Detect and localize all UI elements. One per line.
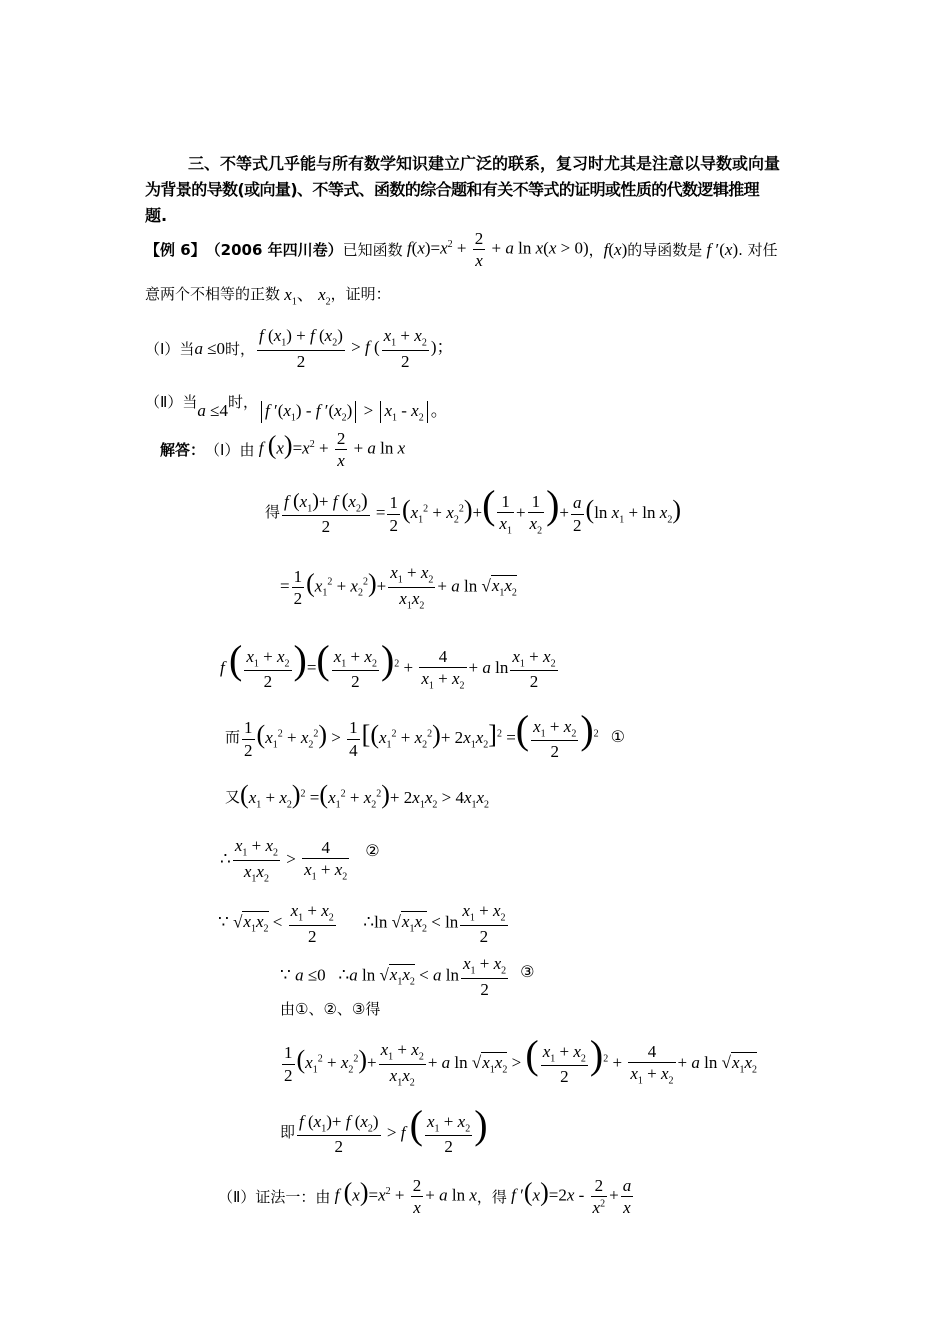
solution-line-7	[220, 835, 380, 886]
solution-line-5	[225, 707, 625, 763]
formula-part-1: $\frac{f (x_1) + f (x_2)}{2}$ > f ( $\frac{x_1 + x_2}{2}$ )；	[259, 326, 454, 371]
section-paragraph-line-2: 为背景的导数(或向量)、不等式、函数的综合题和有关不等式的证明或性质的代数逻辑推理	[145, 180, 760, 199]
formula-fprime-def: f ′(x)=2x - $\frac{2}{x^2}$ + $\frac{a}{x}$	[511, 1176, 632, 1218]
formula-ineq-1: $\frac{1}{2}$ $(x_1^2 + x_2^2)$ > $\frac{1}{4}$ $[(x_1^2 + x_2^2)+ 2x_1x_2]^2$ =( $\frac{x_1 + x_2}{2}$ )$^2$	[244, 707, 599, 762]
formula-square: $(x_1 + x_2)^2 =(x_1^2 + x_2^2)+ 2x_1x_2 > 4x_1x_2$	[240, 780, 490, 811]
solution-line-10: $\frac{1}{2}$ $(x_1^2 + x_2^2)+$ $\frac{x_1 + x_2}{x_1x_2}$ + a $\ln √x_1x_2$ > ( $\frac{x_1 + x_2}{2}$ )$^2$ + $\frac{4}{x_1 + x_2}$ + a $\ln √x_1x_2$	[284, 1032, 758, 1088]
formula-part-2: f $'(x_1)$ - f $'(x_2) > x_1 - x_2$ 。	[258, 396, 448, 423]
solution-de: 得	[265, 502, 281, 521]
solution-line-1	[160, 428, 405, 472]
solution-line-12	[218, 1175, 635, 1219]
solution-er: 而	[225, 727, 241, 746]
circle-2: ②	[365, 840, 380, 860]
example-text: 已知函数	[342, 241, 403, 260]
section-paragraph-line-3: 题.	[145, 206, 168, 225]
part-2-cond: 时，	[227, 393, 258, 412]
formula-a-le-4: a ≤4	[197, 400, 228, 420]
solution-line-9	[280, 953, 535, 1000]
part-1-statement	[145, 325, 453, 372]
solution-part-2: （Ⅱ）证法一：由	[218, 1188, 331, 1207]
example-line-1	[145, 228, 778, 272]
example-label: 【例 6】	[145, 241, 206, 260]
formula-conclusion: $\frac{f (x_1)+ f (x_2)}{2}$ > f ( $\frac{x_1 + x_2}{2}$ )	[299, 1102, 488, 1157]
example-text: ，	[588, 241, 604, 260]
formula-fx: $f(x)=x^2$ + $\frac{2}{x}$ + a ln x(x > 0)	[406, 229, 589, 271]
part-1-label: （Ⅰ）当	[145, 340, 195, 359]
formula-fx-def: f $(x)=x^2$ + $\frac{2}{x}$ + a ln x	[258, 429, 406, 471]
formula-x1x2: $x_1$、 $x_2$	[284, 285, 331, 308]
example-source: （2006 年四川卷）	[205, 241, 343, 260]
solution-line-2	[265, 482, 681, 538]
solution-line-11	[280, 1102, 488, 1158]
solution-you: 又	[225, 787, 241, 806]
solution-ji: 即	[280, 1122, 296, 1141]
formula-fprime: f ′(x)	[706, 239, 739, 259]
solution-line-3: = $\frac{1}{2}$ $(x_1^2 + x_2^2)+$ $\frac{x_1 + x_2}{x_1x_2}$ + a $\ln √x_1x_2$	[280, 563, 517, 612]
formula-avg: $\frac{f (x_1)+ f (x_2)}{2}$ = $\frac{1}{2}$ $(x_1^2 + x_2^2)+$( $\frac{1}{x_1}$ + $\frac{1}{x_2}$ )+ $\frac{a}{2}$ (ln $x_1 + \ln x_2$)	[284, 482, 681, 537]
solution-part-2-de: ，得	[476, 1188, 507, 1207]
part-2-label: （Ⅱ）当	[145, 393, 198, 412]
solution-line-4: f ( $\frac{x_1 + x_2}{2}$ )=( $\frac{x_1 + x_2}{2}$ )$^2$ + $\frac{4}{x_1 + x_2}$ + a ln $\frac{x_1 + x_2}{2}$	[220, 637, 556, 692]
formula-fx2: f(x)	[603, 239, 628, 259]
solution-line-6	[225, 782, 489, 810]
solution-line-8: ∵ $√x_1x_2$ < $\frac{x_1 + x_2}{2}$ ∴ln $√x_1x_2 < \ln$ $\frac{x_1 + x_2}{2}$	[218, 901, 506, 946]
example-text: 意两个不相等的正数	[145, 285, 281, 304]
part-1-cond: 时，	[225, 340, 256, 359]
part-2-statement	[145, 380, 448, 423]
section-paragraph-line-1: 三、不等式几乎能与所有数学知识建立广泛的联系，复习时尤其是注意以导数或向量	[188, 154, 781, 173]
formula-a-le-0: a ≤0	[194, 338, 226, 358]
circle-1: ①	[610, 726, 625, 746]
example-text: . 对任	[738, 241, 778, 260]
circle-3: ③	[520, 962, 535, 982]
example-line-2	[145, 280, 391, 307]
solution-label: 解答：	[160, 441, 206, 460]
formula-ineq-2: ∴ $\frac{x_1 + x_2}{x_1x_2}$ > $\frac{4}{x_1 + x_2}$	[220, 836, 348, 885]
formula-fx-def-2: f $(x)=x^2$ + $\frac{2}{x}$ + a ln x	[334, 1176, 477, 1218]
example-text: ，证明：	[330, 285, 391, 304]
example-text: 的导函数是	[627, 241, 703, 260]
solution-part-1: （Ⅰ）由	[205, 441, 255, 460]
formula-ineq-3: ∵ a ≤0 ∴a $\ln √x_1x_2 < a$ ln $\frac{x_1 + x_2}{2}$	[280, 954, 507, 999]
solution-from: 由①、②、③得	[280, 1000, 381, 1018]
